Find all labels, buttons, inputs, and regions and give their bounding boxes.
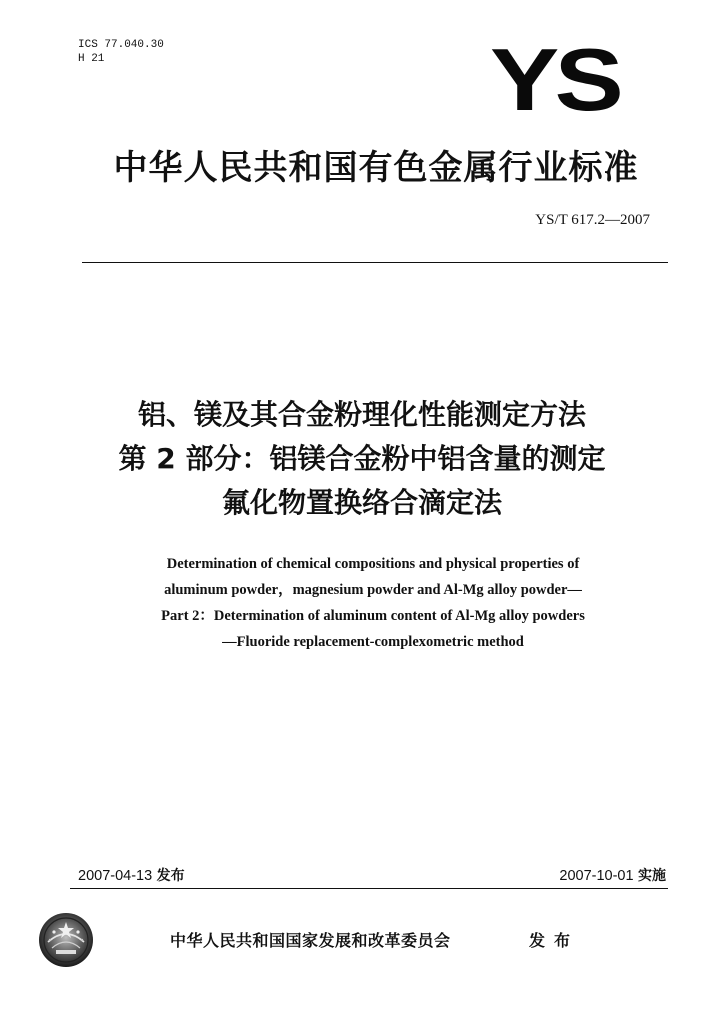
ys-logo: YS <box>490 30 620 129</box>
national-emblem-seal-icon <box>38 912 94 968</box>
chinese-title-line: 氟化物置换络合滴定法 <box>221 486 502 519</box>
issuing-authority: 中华人民共和国国家发展和改革委员会 <box>170 931 451 950</box>
english-title-line: Part 2：Determination of aluminum content of Al-Mg alloy powders <box>161 608 585 624</box>
top-divider <box>82 262 668 263</box>
chinese-title <box>60 393 664 525</box>
chinese-title-line: 铝、镁及其合金粉理化性能测定方法 <box>137 398 586 431</box>
bottom-divider <box>70 888 668 889</box>
ics-code: ICS 77.040.30 <box>78 39 164 51</box>
implement-date-label: 实施 <box>638 868 666 884</box>
english-title-line: aluminum powder，magnesium powder and Al-Mg alloy powder— <box>164 582 582 598</box>
standard-number: YS/T 617.2—2007 <box>535 212 650 228</box>
ccs-code: H 21 <box>78 53 105 65</box>
implement-date-value: 2007-10-01 <box>559 868 634 884</box>
chinese-title-line: 第 2 部分：铝镁合金粉中铝含量的测定 <box>118 442 606 475</box>
issue-date-label: 发布 <box>156 868 185 884</box>
english-title <box>60 551 686 655</box>
classification-codes <box>78 38 164 66</box>
issue-date-value: 2007-04-13 <box>78 868 153 884</box>
implement-date <box>559 865 666 885</box>
issue-word: 发布 <box>529 931 580 950</box>
issue-date <box>78 865 185 885</box>
english-title-line: —Fluoride replacement-complexometric method <box>222 634 524 650</box>
english-title-line: Determination of chemical compositions and physical properties of <box>166 556 580 572</box>
standard-type-title: 中华人民共和国有色金属行业标准 <box>113 148 639 188</box>
